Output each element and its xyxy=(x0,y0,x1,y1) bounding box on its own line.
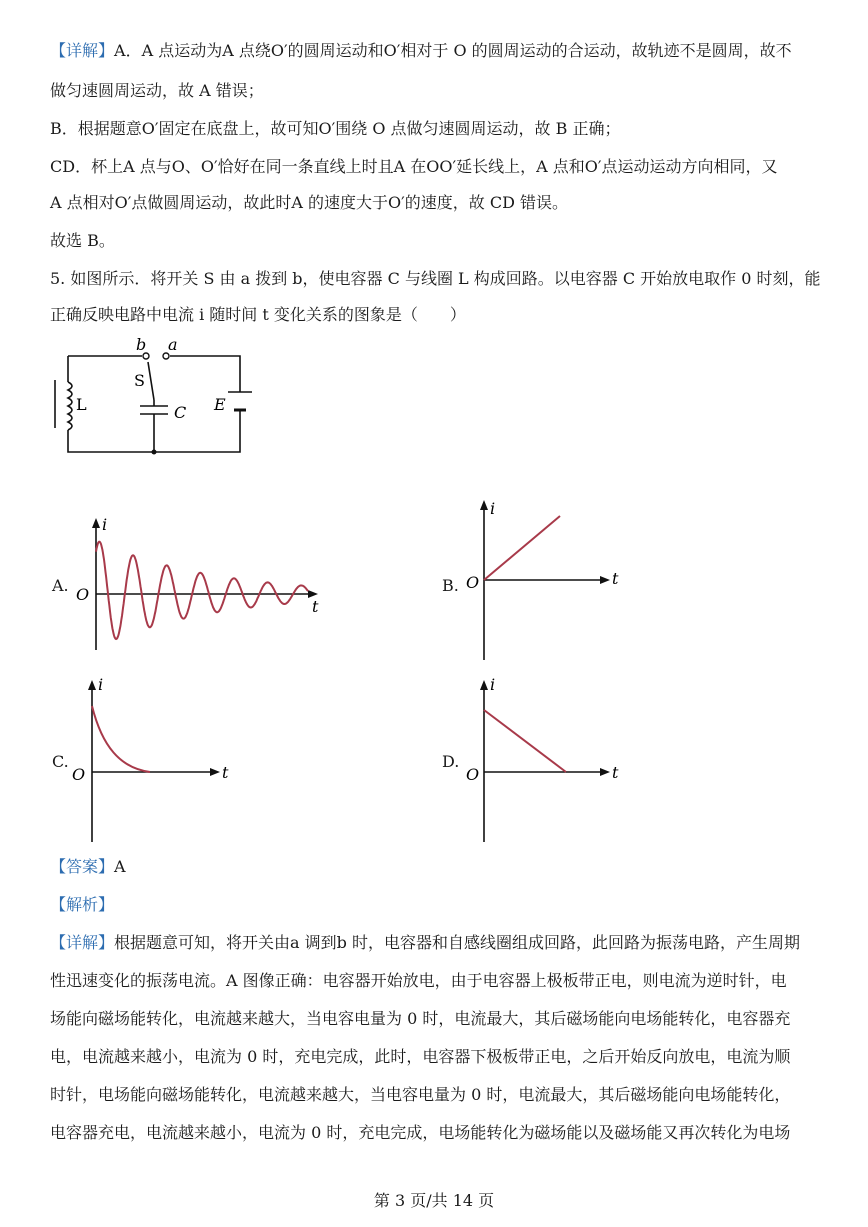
label-b: b xyxy=(136,335,147,354)
graph-b-i-label: i xyxy=(490,499,496,518)
detail-line-6: 电容器充电，电流越来越小，电流为 0 时，充电完成，电场能转化为磁场能以及磁场能又再次转化为电场 xyxy=(50,1123,791,1142)
analysis-title: 【解析】 xyxy=(50,895,115,914)
detail-tag: 【详解】 xyxy=(50,41,115,60)
label-e: E xyxy=(214,395,226,414)
page-footer: 第 3 页/共 14 页 xyxy=(373,1191,495,1210)
graph-b-t-label: t xyxy=(612,569,619,588)
answer-tag: 【答案】 xyxy=(50,857,115,876)
detail-line-2: 性迅速变化的振荡电流。A 图像正确：电容器开始放电，由于电容器上极板带正电，则电流为逆时针，电 xyxy=(50,971,787,990)
option-a-label: A. xyxy=(52,576,69,595)
graph-c-o-label: O xyxy=(72,765,86,784)
graph-a-i-label: i xyxy=(102,515,108,534)
option-b-label: B. xyxy=(442,576,459,595)
option-c-label: C. xyxy=(52,752,69,771)
detail-line-3: 场能向磁场能转化，电流越来越大，当电容电量为 0 时，电流最大，其后磁场能向电场能转化，电容器充 xyxy=(50,1009,791,1028)
graph-d-i-label: i xyxy=(490,675,496,694)
text-line-6: 故选 B。 xyxy=(50,231,115,250)
graph-a-o-label: O xyxy=(76,585,90,604)
detail-line-4: 电，电流越来越小，电流为 0 时，充电完成，此时，电容器下极板带正电，之后开始反向放电，电流为顺 xyxy=(50,1047,791,1066)
option-d-label: D. xyxy=(442,752,460,771)
text-line-1: 【详解】A．A 点运动为A 点绕O′的圆周运动和O′相对于 O 的圆周运动的合运动，故轨迹不是圆周，故不 xyxy=(50,41,792,60)
text-line-2: 做匀速圆周运动，故 A 错误； xyxy=(50,81,264,100)
graph-b-o-label: O xyxy=(466,573,480,592)
graph-d-t-label: t xyxy=(612,763,619,782)
question-line-1: 5. 如图所示．将开关 S 由 a 拨到 b，使电容器 C 与线圈 L 构成回路。以电容器 C 开始放电取作 0 时刻，能 xyxy=(50,269,821,288)
label-l: L xyxy=(76,395,87,414)
graph-d-x-arrow xyxy=(600,768,610,776)
graph-c-i-label: i xyxy=(98,675,104,694)
detail-line-5: 时针，电场能向磁场能转化，电流越来越大，当电容电量为 0 时，电流最大，其后磁场能向电场能转化， xyxy=(50,1085,791,1104)
text-line-4: CD．杯上A 点与O、O′恰好在同一条直线上时且A 在OO′延长线上，A 点和O′点运动运动方向相同，又 xyxy=(50,157,778,176)
label-s: S xyxy=(134,371,145,390)
label-c: C xyxy=(174,403,187,422)
graph-d-o-label: O xyxy=(466,765,480,784)
question-line-2: 正确反映电路中电流 i 随时间 t 变化关系的图象是（ ） xyxy=(50,305,466,324)
answer-line xyxy=(50,856,840,878)
answer-value: A xyxy=(114,857,126,876)
label-a: a xyxy=(168,335,178,354)
graph-a-t-label: t xyxy=(312,597,319,616)
graph-d-curve xyxy=(484,710,566,772)
text-line-3: B．根据题意O′固定在底盘上，故可知O′围绕 O 点做匀速圆周运动，故 B 正确； xyxy=(50,119,621,138)
detail-line-1: 【详解】根据题意可知，将开关由a 调到b 时，电容器和自感线圈组成回路，此回路为振荡电路，产生周期 xyxy=(50,933,800,952)
graph-d-y-arrow xyxy=(480,680,488,690)
text-line-5: A 点相对O′点做圆周运动，故此时A 的速度大于O′的速度，故 CD 错误。 xyxy=(50,193,569,212)
graph-c-t-label: t xyxy=(222,763,229,782)
